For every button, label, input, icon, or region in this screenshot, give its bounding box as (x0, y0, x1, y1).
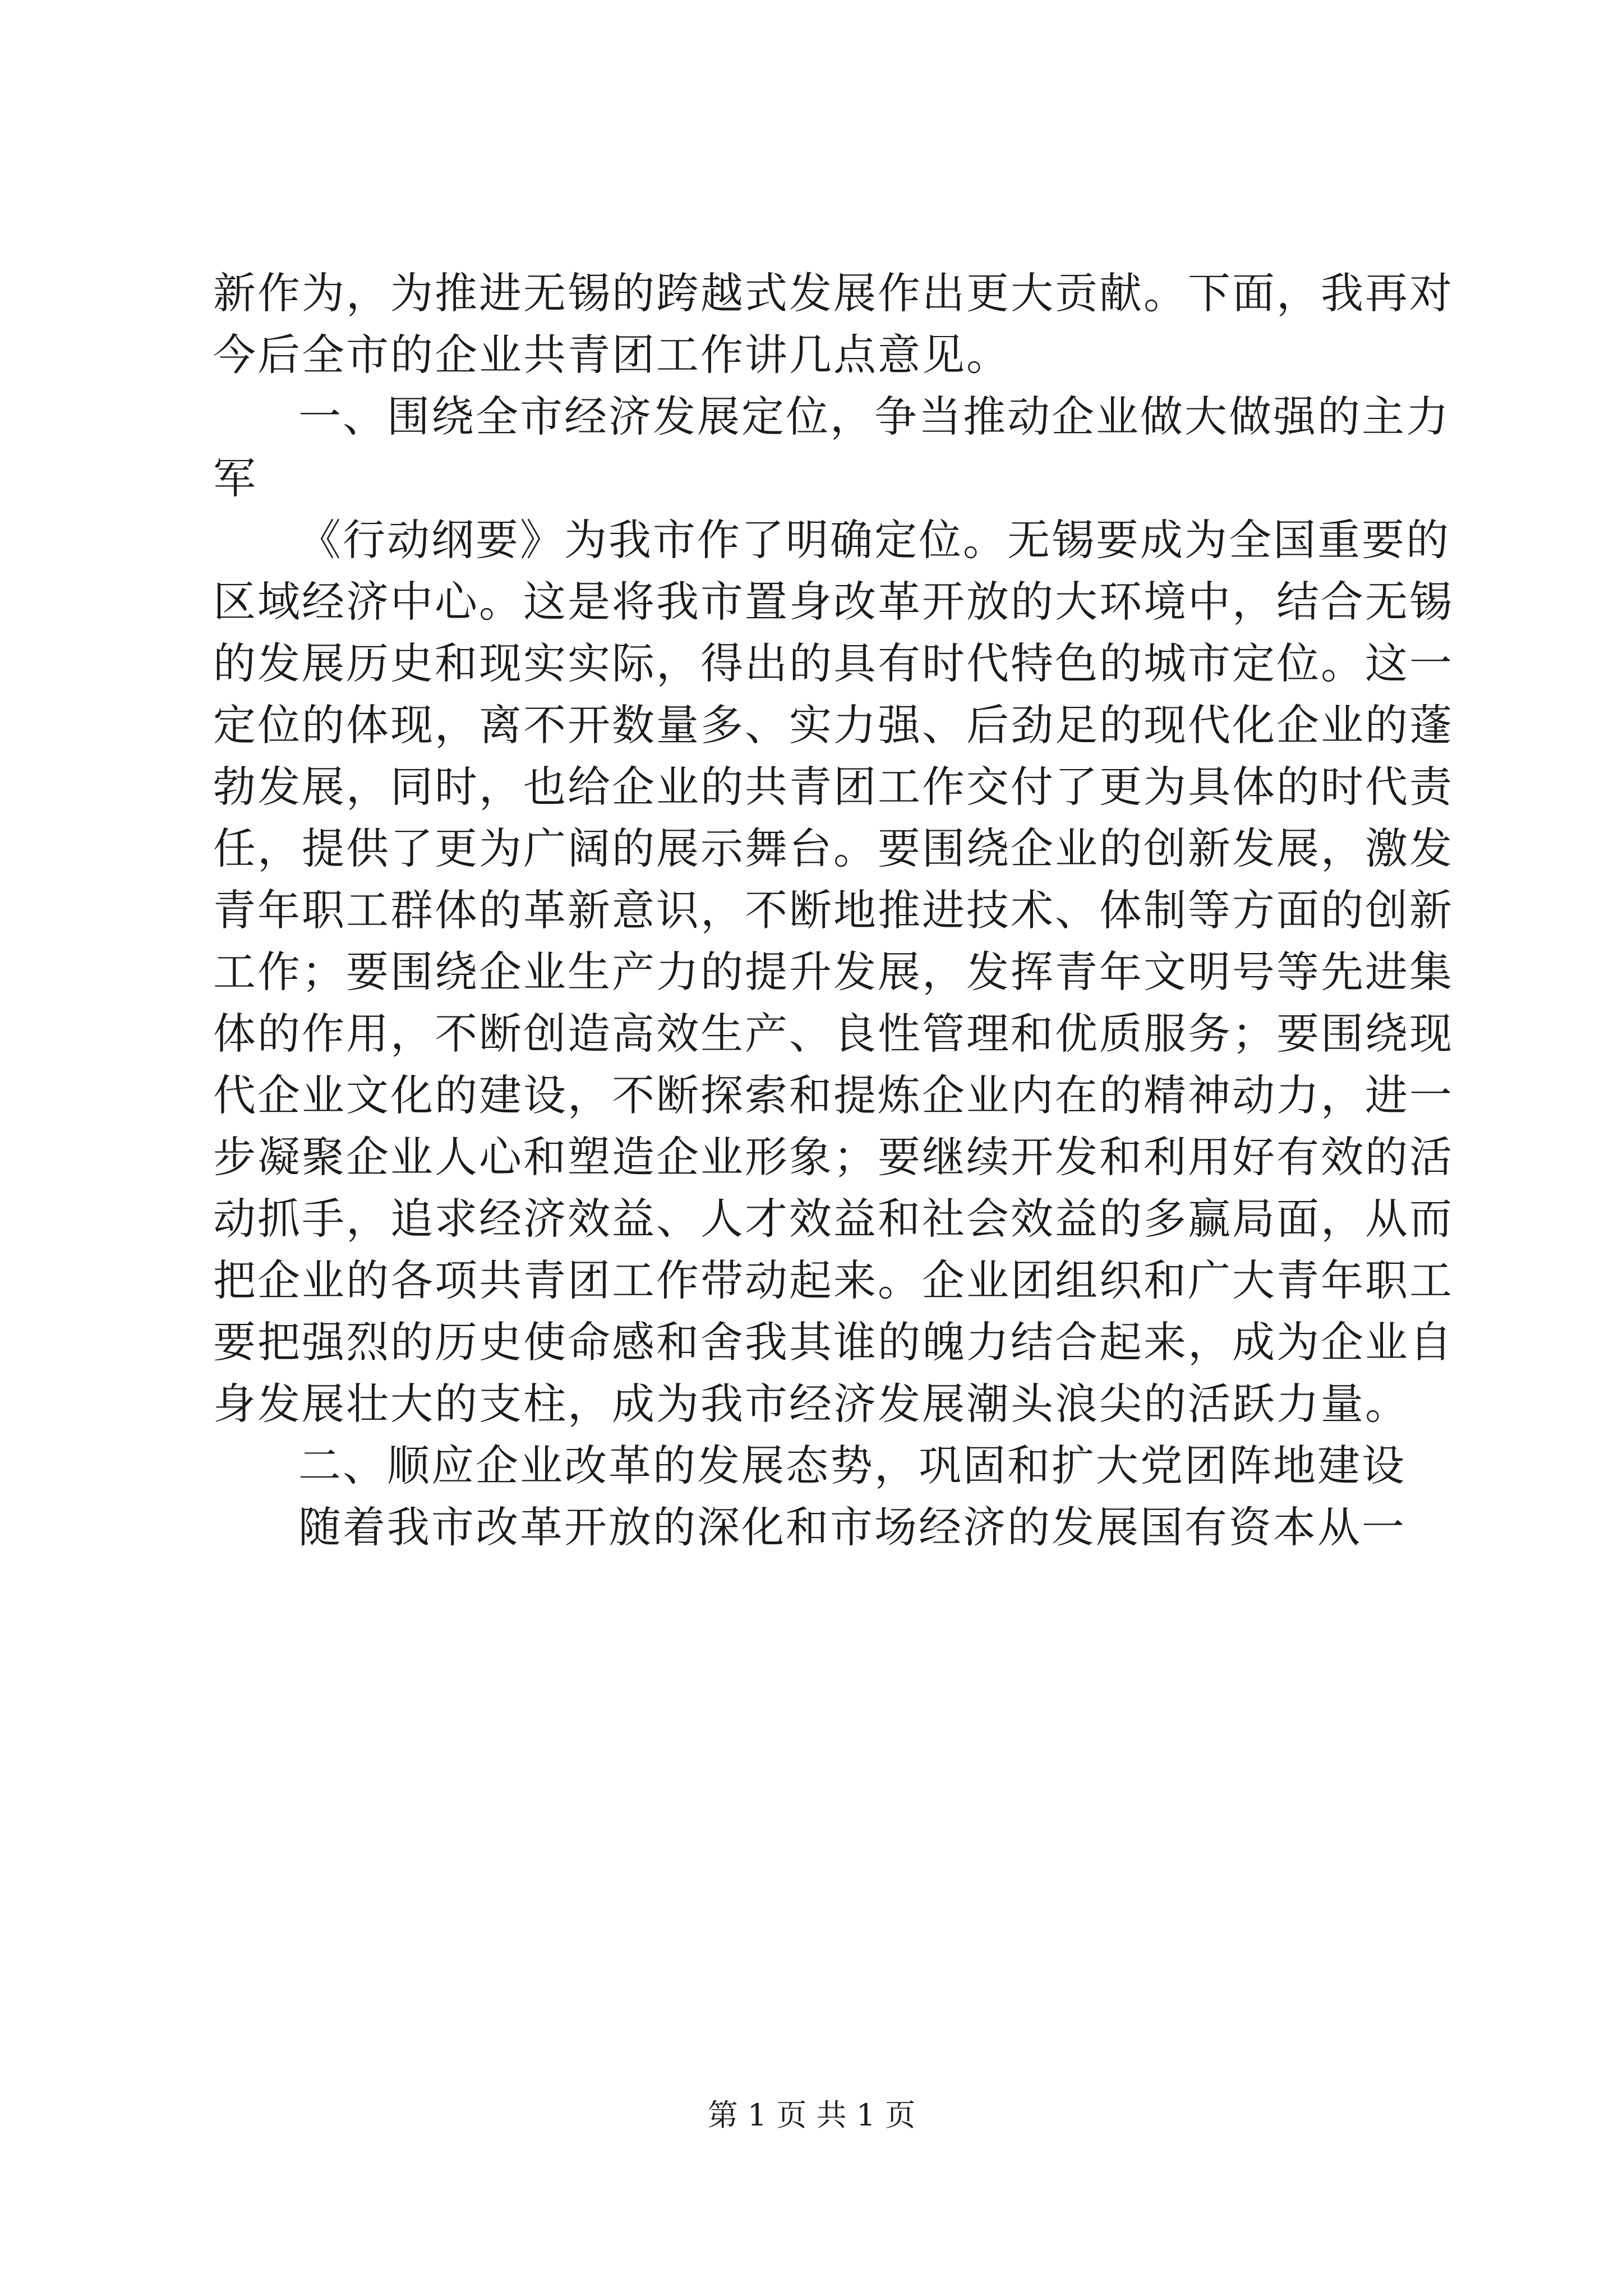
page-footer (0, 2096, 1623, 2135)
document-body (213, 263, 1454, 1558)
paragraph-line: 代企业文化的建设，不断探索和提炼企业内在的精神动力，进一 (213, 1070, 1454, 1120)
paragraph-line: 的发展历史和现实实际，得出的具有时代特色的城市定位。这一 (213, 638, 1454, 688)
paragraph-line: 区域经济中心。这是将我市置身改革开放的大环境中，结合无锡 (213, 577, 1454, 627)
page-number-label: 第 1 页 共 1 页 (707, 2097, 916, 2133)
paragraph-line: 新作为，为推进无锡的跨越式发展作出更大贡献。下面，我再对 (213, 268, 1454, 318)
section-heading-1: 一、围绕全市经济发展定位，争当推动企业做大做强的主力 (298, 392, 1450, 441)
paragraph-line: 工作；要围绕企业生产力的提升发展，发挥青年文明号等先进集 (213, 947, 1454, 997)
paragraph-line: 体的作用，不断创造高效生产、良性管理和优质服务；要围绕现 (213, 1009, 1454, 1059)
paragraph-line: 要把强烈的历史使命感和舍我其谁的魄力结合起来，成为企业自 (213, 1317, 1454, 1367)
paragraph-line: 勃发展，同时，也给企业的共青团工作交付了更为具体的时代责 (213, 762, 1454, 812)
paragraph-line: 定位的体现，离不开数量多、实力强、后劲足的现代化企业的蓬 (213, 700, 1454, 750)
paragraph-line: 随着我市改革开放的深化和市场经济的发展国有资本从一 (298, 1502, 1406, 1552)
paragraph-line: 青年职工群体的革新意识，不断地推进技术、体制等方面的创新 (213, 885, 1454, 935)
paragraph-line: 身发展壮大的支柱，成为我市经济发展潮头浪尖的活跃力量。 (213, 1379, 1409, 1429)
paragraph-line: 今后全市的企业共青团工作讲几点意见。 (213, 330, 1011, 380)
section-heading-1-continued: 军 (213, 453, 257, 503)
section-heading-2: 二、顺应企业改革的发展态势，巩固和扩大党团阵地建设 (298, 1441, 1406, 1490)
paragraph-line: 把企业的各项共青团工作带动起来。企业团组织和广大青年职工 (213, 1255, 1454, 1305)
paragraph-line: 《行动纲要》为我市作了明确定位。无锡要成为全国重要的 (298, 515, 1450, 565)
paragraph-line: 动抓手，追求经济效益、人才效益和社会效益的多赢局面，从而 (213, 1194, 1454, 1244)
paragraph-line: 步凝聚企业人心和塑造企业形象；要继续开发和利用好有效的活 (213, 1132, 1454, 1182)
paragraph-line: 任，提供了更为广阔的展示舞台。要围绕企业的创新发展，激发 (213, 823, 1454, 873)
